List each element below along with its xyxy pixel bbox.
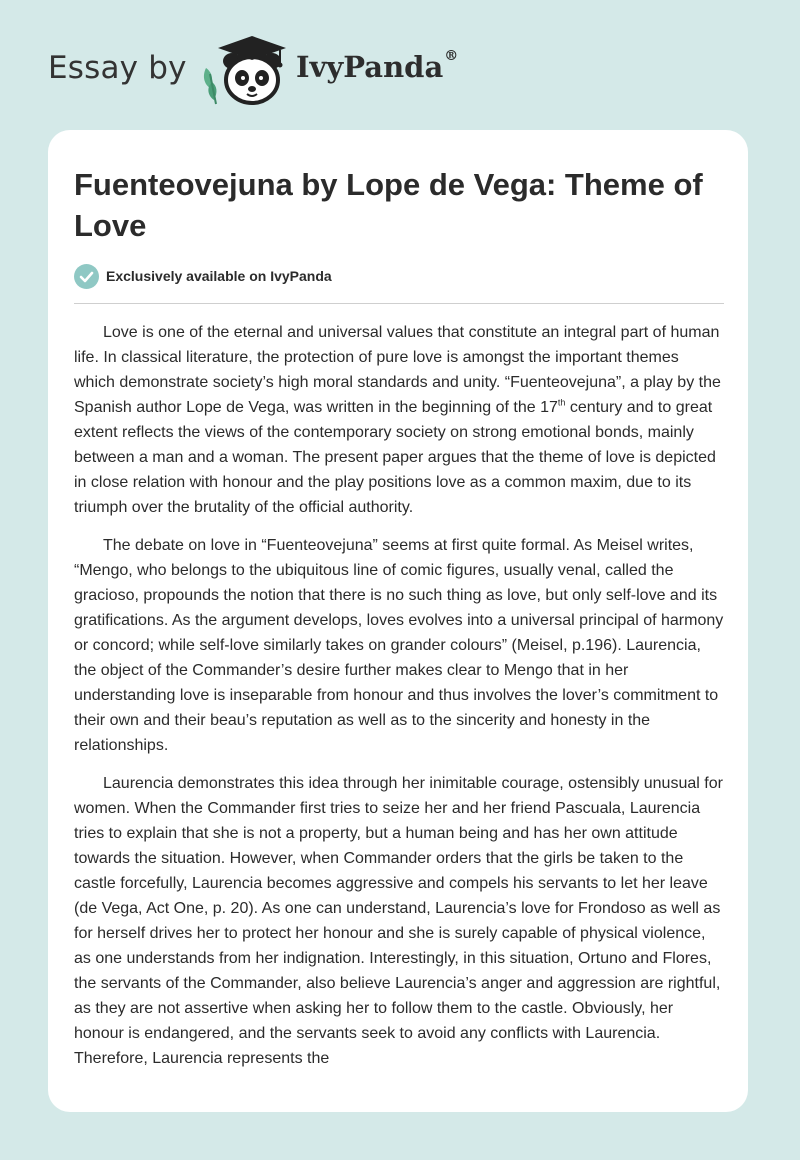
paragraph-1-part-b: century and to great extent reflects the views of the contemporary society on strong emotional bonds, mainly between a man and a woman. The present paper argues that the theme of love is depicted in close relation with honour and the play positions love as a common maxim, due to its triumph over the brutality of the official authority.	[74, 399, 716, 516]
page-title: Fuenteovejuna by Lope de Vega: Theme of Love	[74, 167, 703, 243]
essay-card	[48, 130, 748, 1112]
site-header	[48, 34, 748, 106]
brand-name-text: IvyPanda	[296, 50, 444, 84]
registered-mark: ®	[444, 48, 459, 65]
badge-text: Exclusively available on IvyPanda	[106, 268, 332, 284]
paragraph-1	[74, 320, 724, 520]
paragraph-2: The debate on love in “Fuenteovejuna” seems at first quite formal. As Meisel writes, “Mengo, who belongs to the ubiquitous line of comic figures, usually venal, called the gracioso, propounds the notion that there is no such thing as love, but only self-love and its gratifications. As the argument develops, loves evolves into a universal principal of harmony or concord; while self-love similarly takes on grander colours” (Meisel, p.196). Laurencia, the object of the Commander’s desire further makes clear to Mengo that in her understanding love is inseparable from honour and thus involves the lover’s commitment to their own and their beau’s reputation as well as to the sincerity and honesty in the relationships.	[74, 537, 724, 754]
leaf-icon	[204, 68, 217, 104]
panda-logo-icon[interactable]	[200, 34, 292, 106]
check-circle-icon	[74, 264, 99, 289]
essay-body	[74, 320, 724, 1084]
paragraph-3: Laurencia demonstrates this idea through her inimitable courage, ostensibly unusual for women. When the Commander first tries to seize her and her friend Pascuala, Laurencia tries to explain that she is not a property, but a human being and has her own attitude towards the situation. However, when Commander orders that the girls be taken to the castle forcefully, Laurencia becomes aggressive and compels his servants to let her leave (de Vega, Act One, p. 20). As one can understand, Laurencia’s love for Frondoso as well as for herself drives her to protect her honour and she is surely capable of physical violence, as one understands from her indignation. Interestingly, in this situation, Ortuno and Flores, the servants of the Commander, also believe Laurencia’s anger and aggression are rightful, as they are not assertive when asking her to follow them to the castle. Obviously, her honour is endangered, and the servants seek to avoid any conflicts with Laurencia. Therefore, Laurencia represents the	[74, 775, 723, 1067]
ordinal-suffix: th	[557, 397, 566, 408]
paragraph-1-part-a: Love is one of the eternal and universal values that constitute an integral part of human life. In classical literature, the protection of pure love is amongst the important themes which demonstrate society’s high moral standards and unity. “Fuenteovejuna”, a play by the Spanish author Lope de Vega, was written in the beginning of the 17	[74, 324, 721, 416]
essay-by-label: Essay by	[48, 50, 187, 86]
brand-name[interactable]	[296, 50, 458, 84]
divider	[74, 303, 724, 304]
